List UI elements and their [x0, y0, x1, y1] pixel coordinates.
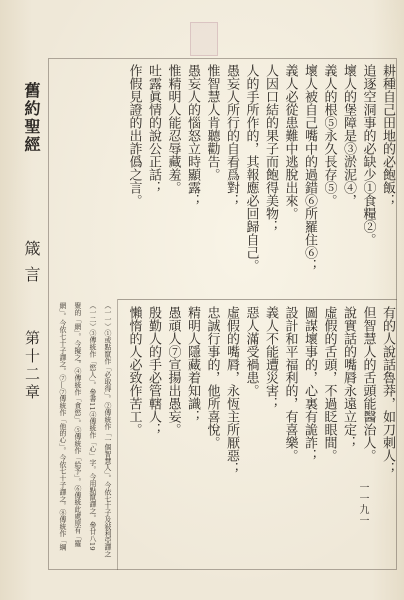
verse-line: 壞人的堡障是③淤泥④， [341, 64, 356, 207]
verse-line: 追逐空洞事的必缺少①食糧②。 [360, 64, 376, 246]
verse-line: 壞人被自己嘴中的過錯⑥所羅住⑥； [302, 64, 317, 272]
verse-line: 惟智慧人肯聽勸告。 [204, 64, 220, 181]
verse-line: 忠誠行事的，他所喜悅。 [204, 306, 220, 449]
footnote-line: 網」。今依七十子譯之。⑦—⑦傳統作「他的心」。今依七十子譯之。⑧傳統作「綱 [58, 302, 66, 551]
header-book-title: 舊約聖經 [22, 82, 41, 154]
verse-line: 精明人隱藏着知識； [185, 306, 200, 423]
verse-line: 義人必從患難中逃脫出來。 [282, 64, 298, 220]
verse-line: 愚妄人所行的自看爲對； [224, 64, 239, 207]
verse-line: 義人不能遭災害； [263, 306, 278, 410]
page-number: 一一九一 [357, 482, 368, 526]
footnote-line: （一二）③傳統作「慾人」。參書11④傳統作「心」字。今用點竄譯之。參廿八19 [88, 302, 96, 551]
verse-line: 惡人滿受禍患。 [243, 306, 259, 397]
footnote-line: （一一）①或點竄作「必取得」。②傳統作「一個智慧人」。今依七十子及敍利亞譯之 [103, 302, 111, 558]
verse-line: 圖謀壞事的，心裏有詭詐； [302, 306, 317, 462]
header-chapter: 第十二章 [23, 330, 41, 402]
tier-divider [118, 299, 397, 300]
verse-line: 懶惰的人必致作苦工。 [126, 306, 142, 436]
verse-line: 作假見證的出詐僞之言。 [126, 64, 142, 207]
verse-line: 人因口結的果子而飽得美物； [263, 64, 278, 233]
verse-line: 但智慧人的舌頭能醫治人。 [360, 306, 376, 462]
verse-line: 有的人說話魯莽，如刀刺人； [380, 306, 395, 475]
verse-line: 設計和平福利的，有喜樂。 [282, 306, 298, 462]
library-stamp [190, 22, 218, 56]
verse-line: 吐露眞情的說公正話； [146, 64, 161, 194]
footnote-line: 聚的「網」。今擬之。④傳統作「貪慾」。⑤傳統作「給予」。⑥傳統此處原有「羅 [73, 302, 81, 547]
verse-line: 虛假的舌頭，不過眨眼間。 [321, 306, 337, 462]
verse-line: 義人的根⑤永久長存⑤。 [321, 64, 337, 207]
verse-line: 虛假的嘴脣，永恆主所厭惡； [224, 306, 239, 475]
verse-line: 愚頑人⑦宣揚出愚妄。 [165, 306, 181, 436]
footnote-divider [117, 299, 118, 570]
verse-line: 殷勤人的手必管轄人； [146, 306, 161, 436]
verse-line: 惟精明人能忍辱藏羞。 [165, 64, 181, 194]
verse-line: 愚妄人的惱怒立時顯露； [185, 64, 200, 207]
header-book-name: 箴言 [22, 240, 41, 292]
verse-line: 耕種自己田地的必飽飯； [380, 64, 395, 207]
verse-line: 說實話的嘴脣永遠立定； [341, 306, 356, 449]
verse-line: 人的手所作的，其報應必回歸自己。 [243, 64, 259, 272]
